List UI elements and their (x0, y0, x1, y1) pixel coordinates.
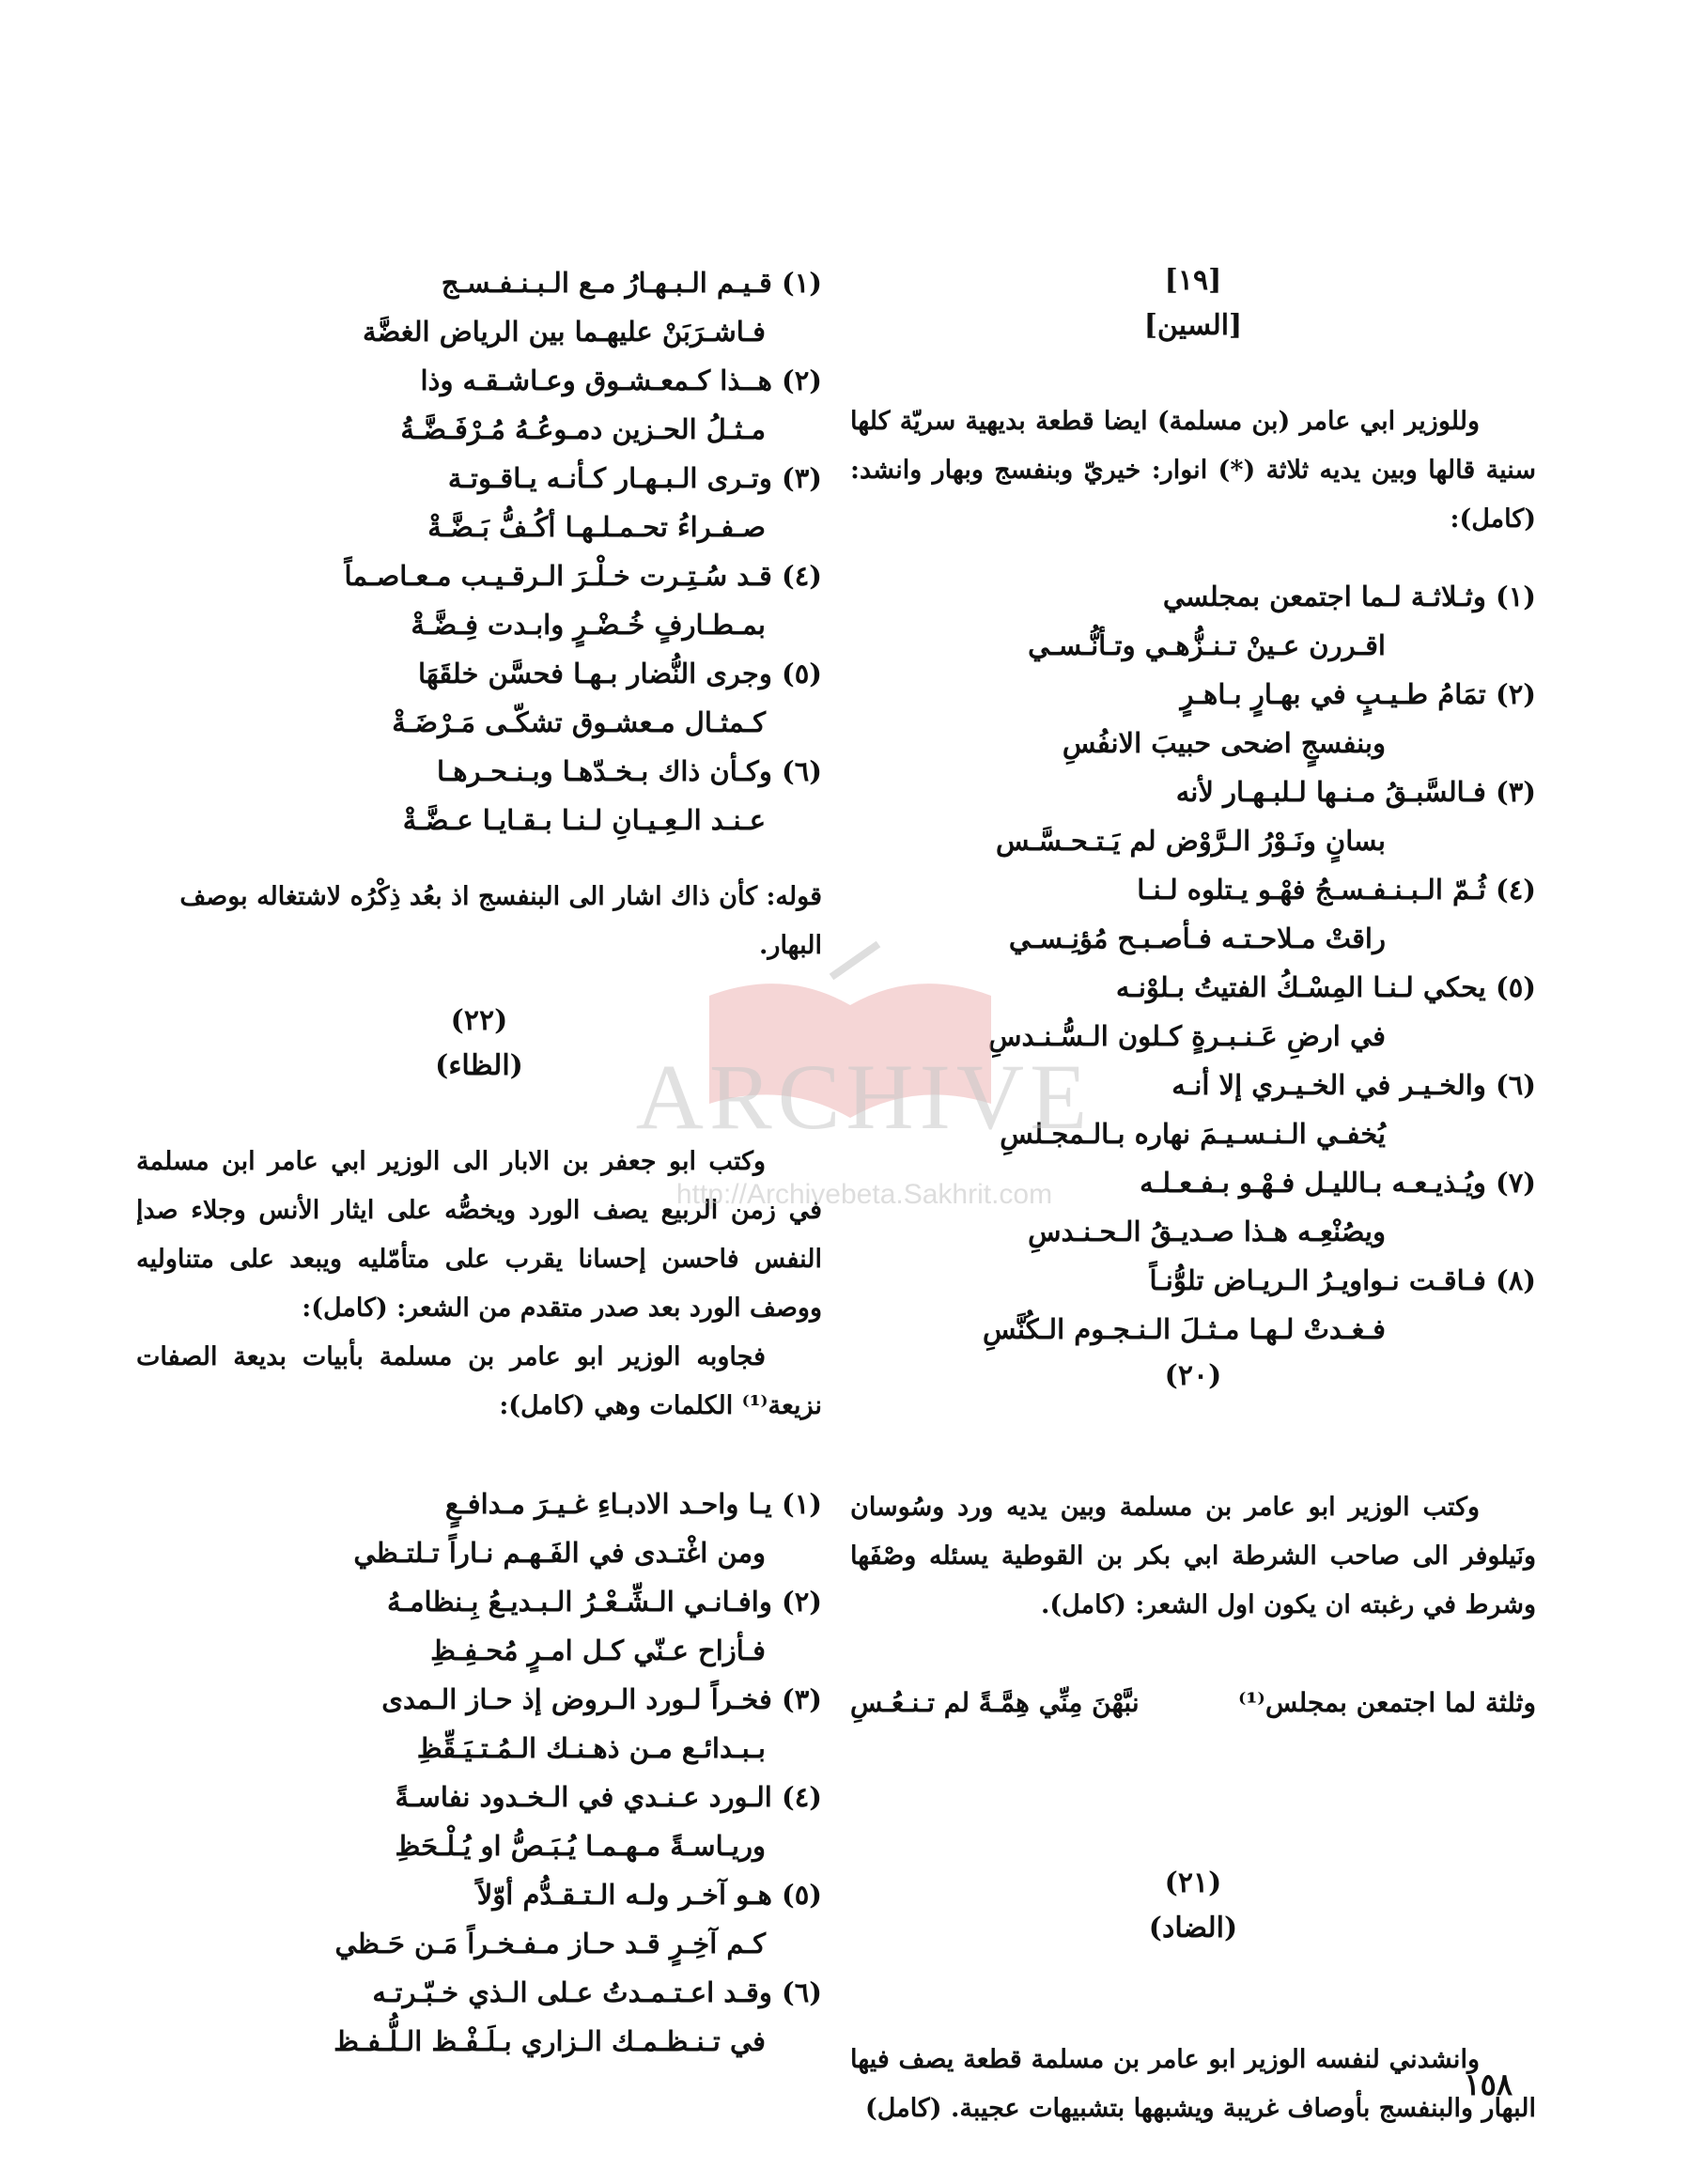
verse-line: وبنفسجٍ اضحى حبيبَ الانفُسِ (1062, 727, 1386, 759)
verse-line: (٧) ويُـذيـعـه بـالليـل فـهْـو بـفـعـلـه (1140, 1167, 1536, 1199)
verse-line: (٣) فخـراً لـورد الـروض إذ حـاز الـمدى (381, 1683, 822, 1715)
verse-line: عـنـد الـعِـيـانِ لـنـا بـقـايـا عـضَّـةْ (402, 804, 766, 836)
section-21-letter: (الضاد) (1148, 1912, 1238, 1944)
verse-line: (٦) وقـد اعـتـمـدتُ عـلى الـذي خـبّـرتـه (372, 1976, 822, 2008)
verse-hemistich: نبَّهْنَ مِنِّي هِمَّـةً لم تـنـعُـسِ (850, 1687, 1140, 1718)
verse-line: (٢) تمَامُ طـيـبٍ في بهـارٍ بـاهـرٍ (1180, 678, 1536, 710)
verse-line: وريـاسـةً مـهـمـا يُـبَـصُّ او يُـلْـحَظِ (395, 1830, 766, 1862)
verse-line: (٦) وكـأن ذاك بـخـدّهـا وبـنـحـرهـا (436, 755, 822, 787)
verse-line: (٢) وافـانـي الـشِّـعْـرُ الـبـديـعُ بِـنظامـهُ (386, 1586, 822, 1618)
watermark-url: http://Archivebeta.Sakhrit.com (675, 1179, 1053, 1210)
verse-line: (٣) وتـرى الـبـهـار كـأنـه يـاقـوتـة (447, 462, 822, 494)
section-21-intro: وانشدني لنفسه الوزير ابو عامر بن مسلمة قطعة يصف فيها البهار والبنفسج بأوصاف غريبة ويشبهها بتشبيهات عجيبة. (كامل) (850, 2045, 1536, 2123)
section-19-letter: [السين] (1143, 309, 1243, 342)
verse-line: (٤) قـد سُـتِـرت خـلْـرَ الـرقـيـب مـعـاصـماً (344, 560, 822, 592)
section-21-poem (136, 258, 822, 844)
verse-line: بمـطـارفٍ خُـضْـرٍ وابـدت فِـضَّـةْ (411, 609, 766, 641)
verse-line: راقتْ مـلاحـتـه فـأصـبـح مُؤنِـسـي (1008, 922, 1386, 954)
verse-line: (١) وثـلاثـة لـما اجتمعن بمجلسي (1162, 581, 1536, 612)
verse-line: بـبـدائـع مـن ذهـنـك الـمُـتـيَـقِّظِ (416, 1732, 766, 1764)
verse-line: ومن اغْتـدى في الفَـهـم نـاراً تـلتـظي (353, 1537, 766, 1569)
verse-line: في ارضِ عَـنـبـرةٍ كـلون الـسُّـنـدسِ (988, 1020, 1386, 1052)
verse-line: صـفـراءُ تحـمـلـهـا أكُـفُّ بَـضَّـةْ (427, 511, 766, 543)
verse-line: في تـنـظـمـك الـزاري بـلَـفْـظ الـلُّـفـظ (334, 2025, 766, 2057)
verse-line: (٥) هـو آخـر ولـه الـتـقـدُّم أوّلاً (476, 1879, 822, 1911)
verse-line: (٢) هــذا كـمعـشـوق وعـاشـقـه وذا (420, 364, 822, 396)
page-number: ١٥٨ (1464, 2067, 1513, 2102)
verse-line: يُخفـي الـنـسـيـمَ نهاره بـالـمجـلسِ (1000, 1118, 1386, 1150)
verse-line: فـاشـرَبَنْ عليهـما بين الرياض الغضَّة (363, 316, 766, 348)
section-22-intro-2: فجاوبه الوزير ابو عامر بن مسلمة بأبيات بديعة الصفات نزيعة⁽¹⁾ الكلمات وهي (كامل): (136, 1342, 822, 1420)
section-19-number: [١٩] (1164, 264, 1222, 297)
section-20-number: (٢٠) (1164, 1359, 1222, 1392)
verse-line: (٥) وجرى النُّضار بـهـا فحسَّن خلقَهَا (418, 658, 822, 689)
verse-line: بسانٍ ونَـوْرُ الـرَّوْض لم يَـتـحـسَّـس (996, 825, 1386, 857)
section-22-letter: (الظاء) (435, 1049, 523, 1082)
verse-line: مـثـلُ الحـزين دمـوعُـهُ مُـرْفَـضَّـةُ (400, 413, 766, 445)
watermark-text: ARCHIVE (635, 1045, 1094, 1149)
verse-line: فـغـدتْ لـهـا مـثـلَ الـنـجـوم الـكُنَّسِ (983, 1313, 1386, 1345)
section-22-poem (136, 1479, 822, 2066)
section-22-intro: وكتب ابو جعفر بن الابار الى الوزير ابي عامر ابن مسلمة في زمن الربيع يصف الورد ويخصُّه على ايثار الأنس وجلاء صدإ النفس فاحسن إحسانا يقرب على متأمّليه ويبعد على متناوليه ووصف الورد بعد صدر متقدم من الشعر: (كامل): (136, 1147, 822, 1323)
verse-line: (٤) الـورد عـنـدي في الـخـدود نفاسـةً (395, 1781, 822, 1813)
section-20-intro: وكتب الوزير ابو عامر بن مسلمة وبين يديه ورد وسُوسان ونَيلوفر الى صاحب الشرطة ابي بكر بن القوطية يسئله وصْفَها وشرط في رغبته ان يكون اول الشعر: (كامل). (850, 1493, 1536, 1619)
section-21-note: قوله: كأن ذاك اشار الى البنفسج اذ بعُد ذِكْرُه لاشتغاله بوصف البهار. (179, 882, 822, 960)
section-19-intro: وللوزير ابي عامر (بن مسلمة) ايضا قطعة بديهية سريّة كلها سنية قالها وبين يديه ثلاثة (*) انوار: خيريّ وبنفسج وبهار وانشد: (كامل): (850, 407, 1536, 534)
verse-line: (٥) يحكي لـنـا المِسْـكُ الفتيتُ بـلوْنـه (1115, 971, 1536, 1003)
verse-line: ويصُنْعِـه هـذا صـديـقُ الـحـنـدسِ (1028, 1216, 1386, 1247)
verse-line: اقـررن عـينْ تـنـزُّهـي وتـأنُّـسـي (1028, 629, 1386, 661)
section-21-number: (٢١) (1164, 1866, 1222, 1899)
verse-line: (٦) والخـيـر في الخـيـري إلا أنـه (1171, 1069, 1536, 1101)
verse-line: كـم آخِـرٍ قـد حـاز مـفـخـراً مَـن حَـظي (334, 1928, 766, 1959)
section-20-verse (850, 1679, 1536, 1727)
verse-line: (٤) ثُـمّ الـبـنـفـسـجُ فهْـو يـتلوه لـنـا (1137, 874, 1536, 906)
verse-line: (١) قـيـم الـبـهـارُ مـع الـبـنـفـسـج (441, 267, 822, 299)
verse-line: فـأزاح عـنّي كـل امـرٍ مُحـفِـظِ (430, 1634, 766, 1666)
verse-hemistich: وثلثة لما اجتمعن بمجلس⁽¹⁾ (1237, 1687, 1536, 1718)
section-22-number: (٢٢) (450, 1004, 508, 1037)
verse-line: كـمثـال مـعشـوق تشكّـى مَـرْضَـةْ (392, 706, 766, 738)
verse-line: (١) يـا واحـد الادبـاءِ غـيـرَ مـدافـعٍ (444, 1488, 822, 1520)
verse-line: (٣) فـالسَّبـقُ مـنـها لـلبـهـار لأنه (1175, 776, 1536, 808)
verse-line: (٨) فـاقـت نـواويـرُ الـريـاض تلوُّنـاً (1149, 1264, 1536, 1296)
left-column (136, 258, 822, 2066)
